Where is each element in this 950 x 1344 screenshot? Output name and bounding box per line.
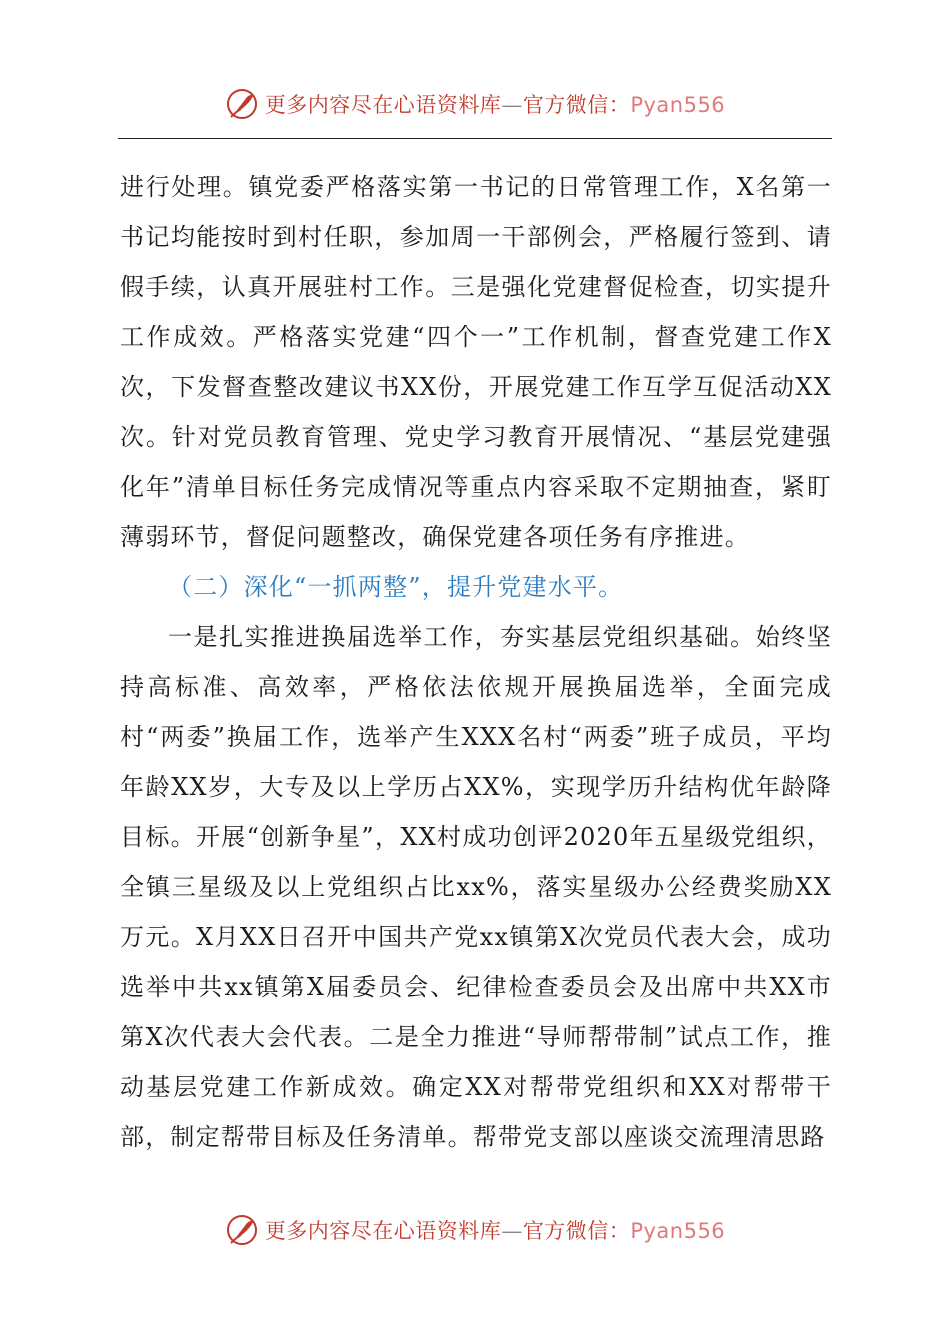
- banner-text: 更多内容尽在心语资料库—官方微信：Pyan556: [264, 93, 726, 117]
- section-heading: （二）深化“一抓两整”，提升党建水平。: [168, 573, 624, 601]
- document-body: [120, 162, 832, 1162]
- quill-pen-logo-icon: [225, 87, 259, 121]
- header-banner: [0, 82, 950, 126]
- quill-pen-logo-icon: [225, 1213, 259, 1247]
- banner-text: 更多内容尽在心语资料库—官方微信：Pyan556: [264, 1219, 726, 1243]
- footer-banner: [0, 1208, 950, 1252]
- body-paragraph-2: 一是扎实推进换届选举工作，夯实基层党组织基础。始终坚持高标准、高效率，严格依法依规开展换届选举，全面完成村“两委”换届工作，选举产生XXX名村“两委”班子成员，平均年龄XX岁，大专及以上学历占XX%，实现学历升结构优年龄降目标。开展“创新争星”，XX村成功创评2020年五星级党组织，全镇三星级及以上党组织占比xx%，落实星级办公经费奖励XX万元。X月XX日召开中国共产党xx镇第X次党员代表大会，成功选举中共xx镇第X届委员会、纪律检查委员会及出席中共XX市第X次代表大会代表。二是全力推进“导师帮带制”试点工作，推动基层党建工作新成效。确定XX对帮带党组织和XX对帮带干部，制定帮带目标及任务清单。帮带党支部以座谈交流理清思路: [120, 623, 832, 1151]
- header-divider: [118, 138, 832, 139]
- body-paragraph-1: 进行处理。镇党委严格落实第一书记的日常管理工作，X名第一书记均能按时到村任职，参加周一干部例会，严格履行签到、请假手续，认真开展驻村工作。三是强化党建督促检查，切实提升工作成效。严格落实党建“四个一”工作机制，督查党建工作X次，下发督查整改建议书XX份，开展党建工作互学互促活动XX次。针对党员教育管理、党史学习教育开展情况、“基层党建强化年”清单目标任务完成情况等重点内容采取不定期抽查，紧盯薄弱环节，督促问题整改，确保党建各项任务有序推进。: [120, 173, 832, 551]
